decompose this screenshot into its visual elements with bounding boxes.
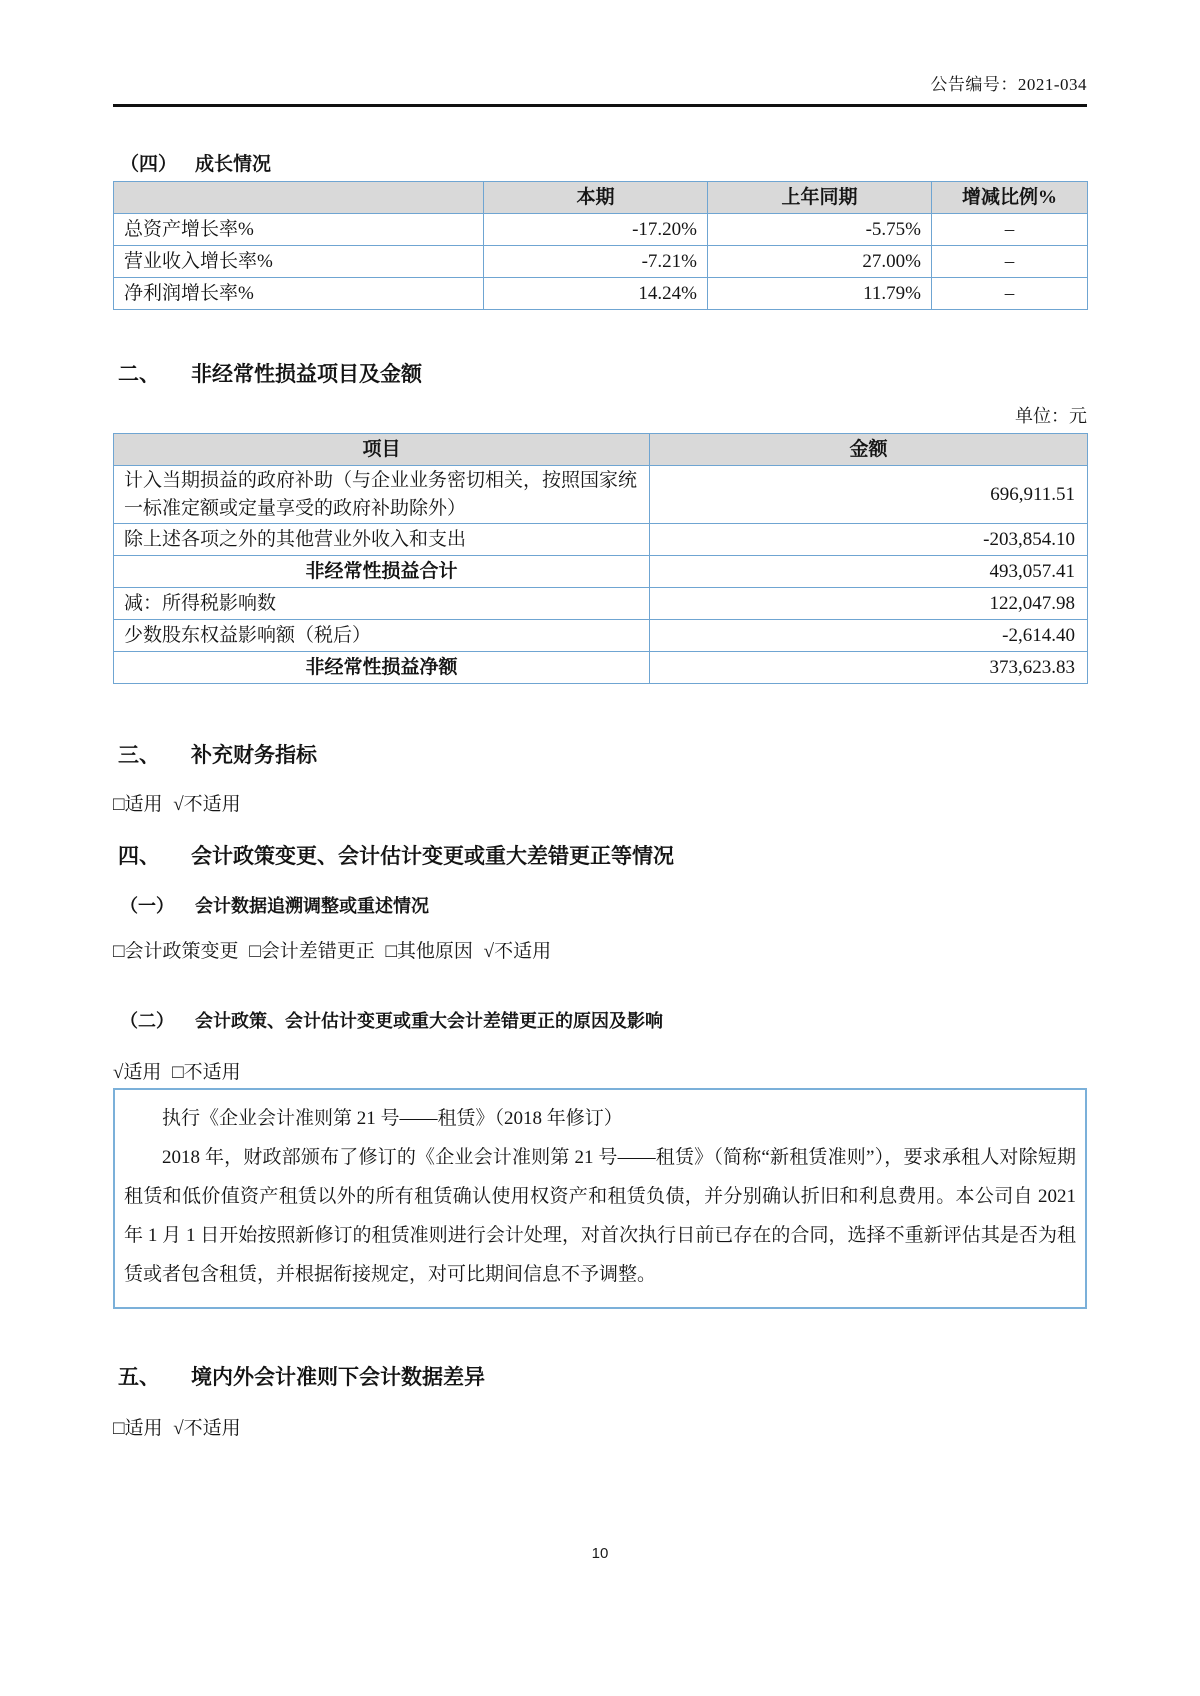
table-row	[114, 214, 1088, 246]
section-number: （四）	[120, 154, 178, 175]
subsection-heading-restatement	[113, 892, 1087, 918]
nonrecurring-table-header-row	[114, 434, 1088, 466]
nonrecurring-table	[113, 433, 1088, 684]
row-change: –	[932, 278, 1088, 310]
nr-col-item: 项目	[114, 434, 650, 466]
table-row	[114, 620, 1088, 652]
applicability-checkboxes: □适用 √不适用	[113, 1417, 241, 1439]
table-row-subtotal	[114, 556, 1088, 588]
page-number: 10	[591, 1545, 609, 1562]
section-title: 非经常性损益项目及金额	[191, 362, 422, 386]
policy-box-title-line: 执行《企业会计准则第 21 号——租赁》（2018 年修订）	[162, 1108, 623, 1130]
subsection-heading-policy-change	[113, 1007, 1087, 1033]
row-item: 少数股东权益影响额（税后）	[114, 620, 650, 652]
row-item: 计入当期损益的政府补助（与企业业务密切相关，按照国家统一标准定额或定量享受的政府补助除外）	[114, 466, 650, 524]
section-heading-domestic-foreign	[113, 1361, 1087, 1391]
row-label: 净利润增长率%	[114, 278, 484, 310]
row-item: 减：所得税影响数	[114, 588, 650, 620]
row-prior: 11.79%	[708, 278, 932, 310]
section-number: 二、	[118, 362, 160, 386]
policy-box-paragraph: 2018 年，财政部颁布了修订的《企业会计准则第 21 号——租赁》（简称“新租赁准则”），要求承租人对除短期租赁和低价值资产租赁以外的所有租赁确认使用权资产和租赁负债，并分别确认折旧和利息费用。本公司自 2021 年 1 月 1 日开始按照新修订的租赁准则进行会计处理，对首次执行日前已存在的合同，选择不重新评估其是否为租赁或者包含租赁，并根据衔接规定，对可比期间信息不予调整。	[124, 1147, 1076, 1285]
row-amount: -203,854.10	[650, 524, 1088, 556]
row-prior: -5.75%	[708, 214, 932, 246]
section-number: 五、	[118, 1364, 160, 1389]
row-change: –	[932, 246, 1088, 278]
row-current: -17.20%	[484, 214, 708, 246]
row-label: 营业收入增长率%	[114, 246, 484, 278]
growth-table-header-row	[114, 182, 1088, 214]
table-row	[114, 246, 1088, 278]
section-number: 三、	[118, 743, 160, 768]
section-heading-growth	[113, 149, 1087, 176]
section-title: 境内外会计准则下会计数据差异	[191, 1364, 485, 1389]
subsection-number: （二）	[120, 1011, 174, 1032]
section-heading-nonrecurring	[113, 358, 1087, 388]
row-item: 非经常性损益净额	[114, 652, 650, 684]
section-title: 会计政策变更、会计估计变更或重大差错更正等情况	[191, 844, 674, 869]
row-current: -7.21%	[484, 246, 708, 278]
growth-col-current: 本期	[484, 182, 708, 214]
row-change: –	[932, 214, 1088, 246]
row-amount: 493,057.41	[650, 556, 1088, 588]
table-row	[114, 588, 1088, 620]
row-item: 除上述各项之外的其他营业外收入和支出	[114, 524, 650, 556]
row-label: 总资产增长率%	[114, 214, 484, 246]
row-current: 14.24%	[484, 278, 708, 310]
subsection-title: 会计数据追溯调整或重述情况	[195, 896, 429, 917]
section-heading-supplementary	[113, 739, 1087, 769]
section-heading-accounting-changes	[113, 840, 1087, 870]
applicability-checkboxes: □适用 √不适用	[113, 794, 241, 816]
growth-table	[113, 181, 1088, 310]
row-amount: 696,911.51	[650, 466, 1088, 524]
growth-col-empty	[114, 182, 484, 214]
restatement-option-checkboxes: □会计政策变更 □会计差错更正 □其他原因 √不适用	[113, 941, 552, 963]
section-number: 四、	[118, 844, 160, 869]
section-title: 补充财务指标	[191, 743, 317, 768]
table-row	[114, 466, 1088, 524]
row-amount: 122,047.98	[650, 588, 1088, 620]
applicability-checkboxes: √适用 □不适用	[113, 1062, 241, 1084]
row-prior: 27.00%	[708, 246, 932, 278]
table-row-total	[114, 652, 1088, 684]
growth-col-change: 增减比例%	[932, 182, 1088, 214]
table-row	[114, 524, 1088, 556]
subsection-title: 会计政策、会计估计变更或重大会计差错更正的原因及影响	[195, 1011, 663, 1032]
row-amount: 373,623.83	[650, 652, 1088, 684]
unit-note: 单位：元	[1015, 406, 1087, 426]
table-row	[114, 278, 1088, 310]
growth-col-prior: 上年同期	[708, 182, 932, 214]
row-amount: -2,614.40	[650, 620, 1088, 652]
subsection-number: （一）	[120, 896, 174, 917]
policy-change-text-box	[113, 1088, 1087, 1309]
row-item: 非经常性损益合计	[114, 556, 650, 588]
nr-col-amount: 金额	[650, 434, 1088, 466]
doc-number: 公告编号：2021-034	[930, 75, 1087, 94]
header-rule	[113, 104, 1087, 107]
section-title: 成长情况	[195, 154, 272, 175]
